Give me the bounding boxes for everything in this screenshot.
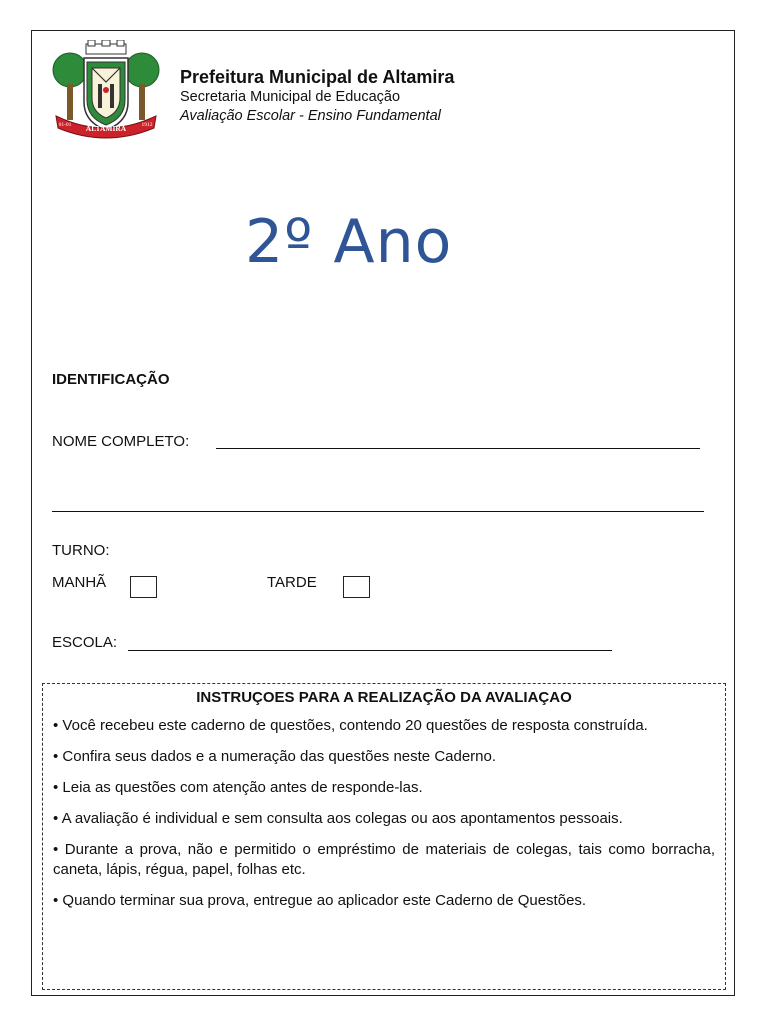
- year-title: 2º Ano: [245, 207, 453, 277]
- instructions-title: INSTRUÇOES PARA A REALIZAÇÃO DA AVALIAÇAO: [196, 689, 572, 706]
- morning-label: MANHÃ: [52, 574, 107, 591]
- name-label: NOME COMPLETO:: [52, 433, 190, 450]
- instruction-item: • Confira seus dados e a numeração das questões neste Caderno.: [53, 748, 497, 765]
- name-line-2[interactable]: [52, 511, 704, 512]
- header-title: Prefeitura Municipal de Altamira: [180, 67, 455, 87]
- afternoon-checkbox[interactable]: [343, 576, 370, 598]
- crest-left-year: 01-01: [58, 122, 72, 128]
- instruction-item: • Durante a prova, não e permitido o empréstimo de materiais de colegas, tais como borracha, caneta, lápis, régua, papel, folhas etc.: [53, 841, 715, 878]
- altamira-crest-logo: [50, 40, 162, 140]
- morning-checkbox[interactable]: [130, 576, 157, 598]
- shift-label: TURNO:: [52, 542, 110, 559]
- crest-banner-text: ALTAMIRA: [85, 124, 127, 133]
- afternoon-label: TARDE: [267, 574, 317, 591]
- instruction-item: • Quando terminar sua prova, entregue ao aplicador este Caderno de Questões.: [53, 892, 587, 909]
- header-block: [180, 66, 454, 126]
- instruction-item: • A avaliação é individual e sem consulta aos colegas ou aos apontamentos pessoais.: [53, 810, 623, 827]
- name-line[interactable]: [216, 448, 700, 449]
- identification-heading: IDENTIFICAÇÃO: [52, 371, 170, 388]
- header-subtitle-italic: Avaliação Escolar - Ensino Fundamental: [180, 108, 441, 124]
- instruction-item: • Leia as questões com atenção antes de responde-las.: [53, 779, 423, 796]
- school-line[interactable]: [128, 650, 612, 651]
- header-subtitle: Secretaria Municipal de Educação: [180, 89, 401, 105]
- school-label: ESCOLA:: [52, 634, 118, 651]
- crest-right-year: 1912: [141, 122, 153, 128]
- instruction-item: • Você recebeu este caderno de questões, contendo 20 questões de resposta construída.: [53, 717, 648, 734]
- instructions-box: [42, 683, 726, 990]
